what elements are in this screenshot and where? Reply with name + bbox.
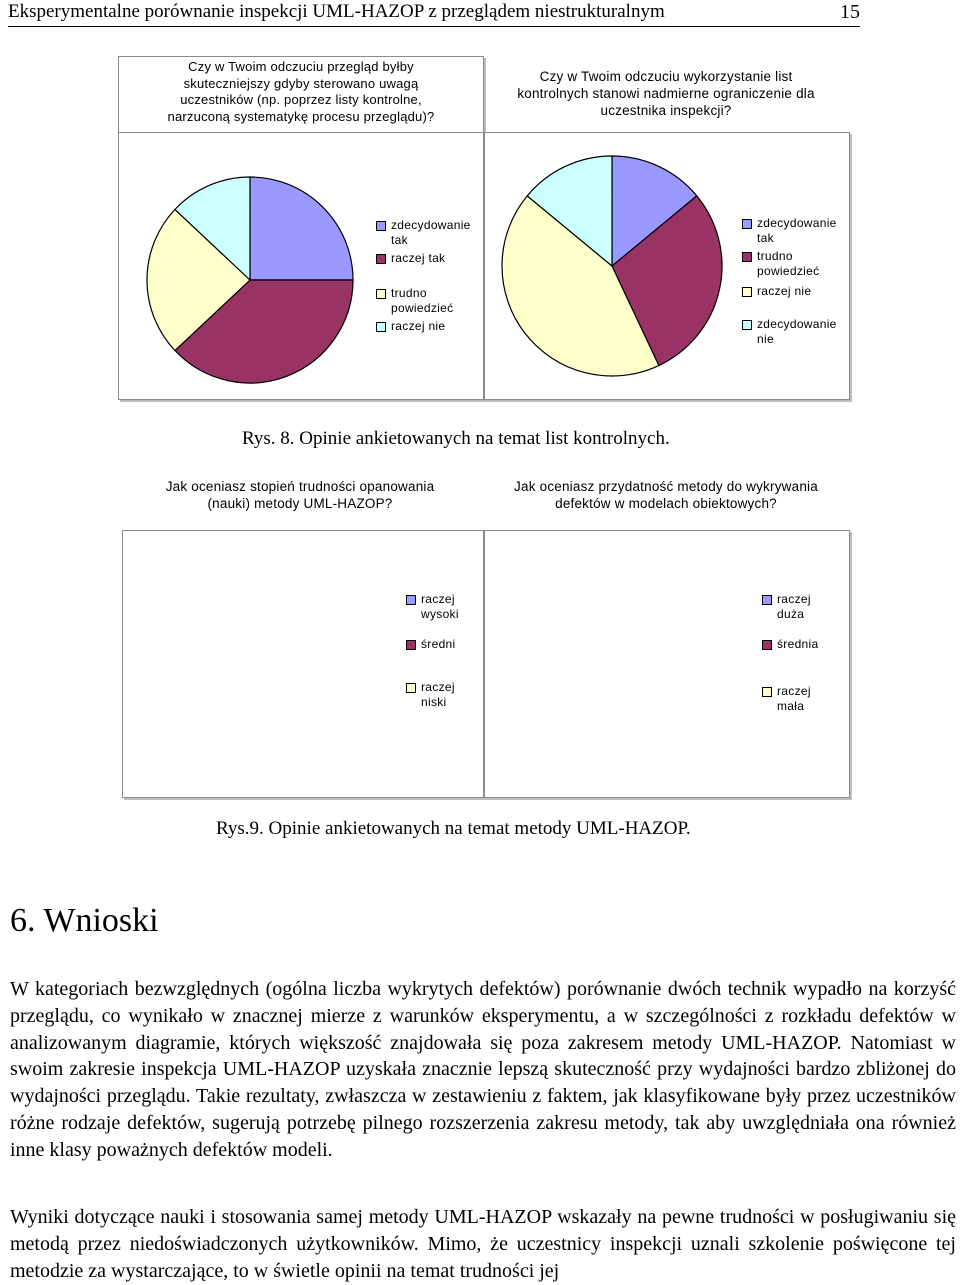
legend-label	[421, 592, 516, 622]
legend-swatch	[406, 595, 416, 605]
legend-label-line: trudno	[757, 249, 793, 263]
legend-label-line: zdecydowanie	[757, 216, 837, 230]
legend-label-line: wysoki	[421, 607, 459, 621]
fig8-q2-line: Czy w Twoim odczuciu wykorzystanie list	[539, 69, 793, 84]
legend-label	[777, 592, 872, 622]
figure-8-caption: Rys. 8. Opinie ankietowanych na temat list kontrolnych.	[242, 428, 670, 449]
legend-swatch	[376, 322, 386, 332]
running-title: Eksperymentalne porównanie inspekcji UML-HAZOP z przeglądem niestrukturalnym	[8, 1, 665, 22]
legend-label	[757, 284, 852, 299]
legend-label-line: raczej	[777, 684, 811, 698]
legend-label-line: raczej nie	[757, 284, 812, 298]
fig8-q2-line: kontrolnych stanowi nadmierne ograniczenie dla	[517, 86, 815, 101]
fig9-question-1	[118, 478, 482, 512]
fig8-q2-line: uczestnika inspekcji?	[600, 103, 732, 118]
legend-label	[421, 680, 516, 710]
legend-label-line: raczej tak	[391, 251, 446, 265]
legend-swatch	[406, 640, 416, 650]
legend-label-line: trudno	[391, 286, 427, 300]
legend-swatch	[376, 254, 386, 264]
legend-swatch	[762, 595, 772, 605]
legend-label-line: raczej	[421, 592, 455, 606]
legend-swatch	[762, 687, 772, 697]
legend-label	[757, 249, 852, 279]
paragraph: W kategoriach bezwzględnych (ogólna liczba wykrytych defektów) porównanie dwóch technik wypadło na korzyść przeglądu, co wynikało w znacznej mierze z warunków eksperymentu, a w szczególności z rozkładu defektów w analizowanym diagramie, których większość znajdowała się poza zakresem metody UML-HAZOP. Natomiast w swoim zakresie inspekcja UML-HAZOP uzyskała znacznie lepszą skuteczność przy wydajności bardzo zbliżonej do wydajności przeglądu. Takie rezultaty, zwłaszcza w zestawieniu z faktem, jak klasyfikowane były przez uczestników różne rodzaje defektów, sugerują potrzebę pilnego rozszerzenia zakresu metody, tak aby uwzględniała ona również inne klasy poważnych defektów modeli.	[10, 978, 956, 1161]
fig9-q2-line: Jak oceniasz przydatność metody do wykrywania	[514, 479, 818, 494]
legend-label-line: powiedzieć	[391, 301, 454, 315]
legend-label-line: mała	[777, 699, 805, 713]
legend-label-line: nie	[757, 332, 774, 346]
legend-pie-checklist-restriction	[742, 216, 852, 356]
legend-label-line: raczej	[777, 592, 811, 606]
legend-label-line: średni	[421, 637, 456, 651]
legend-swatch	[376, 221, 386, 231]
legend-label-line: raczej	[421, 680, 455, 694]
fig9-q2-line: defektów w modelach obiektowych?	[555, 496, 777, 511]
legend-label	[777, 684, 872, 714]
legend-label	[757, 317, 852, 347]
legend-label-line: zdecydowanie	[391, 218, 471, 232]
legend-label-line: tak	[391, 233, 408, 247]
legend-pie-checklist-guidance	[376, 218, 486, 348]
legend-label	[777, 637, 872, 652]
fig8-q1-line: Czy w Twoim odczuciu przegląd byłby	[188, 59, 414, 74]
legend-swatch	[742, 320, 752, 330]
pie-0-slice-0	[250, 177, 353, 280]
fig9-question-2	[484, 478, 848, 512]
legend-pie-learning-difficulty	[406, 592, 496, 722]
legend-label	[391, 319, 486, 334]
legend-label-line: tak	[757, 231, 774, 245]
legend-label-line: zdecydowanie	[757, 317, 837, 331]
legend-swatch	[376, 289, 386, 299]
fig8-q1-line: uczestników (np. poprzez listy kontrolne,	[180, 92, 422, 107]
section-title: 6. Wnioski	[10, 902, 159, 939]
paragraph: Wyniki dotyczące nauki i stosowania samej metody UML-HAZOP wskazały na pewne trudności w posługiwaniu się metodą przez niedoświadczonych użytkowników. Mimo, że uczestnicy inspekcji uznali szkolenie poświęcone tej metodzie za wystarczające, to w świetle opinii na temat trudności jej	[10, 1206, 956, 1282]
fig9-q1-line: (nauki) metody UML-HAZOP?	[207, 496, 393, 511]
legend-label	[757, 216, 852, 246]
legend-label-line: średnia	[777, 637, 819, 651]
legend-label	[391, 251, 486, 266]
legend-label-line: powiedzieć	[757, 264, 820, 278]
legend-swatch	[742, 287, 752, 297]
legend-label	[391, 218, 486, 248]
legend-label-line: duża	[777, 607, 805, 621]
legend-label	[421, 637, 516, 652]
page-number: 15	[840, 1, 860, 23]
legend-label	[391, 286, 486, 316]
fig8-q1-line: skuteczniejszy gdyby sterowano uwagą	[183, 75, 419, 91]
legend-pie-usefulness	[762, 592, 852, 722]
legend-label-line: niski	[421, 695, 447, 709]
figure-9-caption: Rys.9. Opinie ankietowanych na temat metody UML-HAZOP.	[216, 818, 691, 839]
legend-swatch	[742, 219, 752, 229]
legend-swatch	[406, 683, 416, 693]
fig8-q1-line: narzuconą systematykę procesu przeglądu)?	[167, 108, 435, 124]
legend-label-line: raczej nie	[391, 319, 446, 333]
legend-swatch	[742, 252, 752, 262]
fig9-q1-line: Jak oceniasz stopień trudności opanowania	[165, 479, 435, 494]
legend-swatch	[762, 640, 772, 650]
